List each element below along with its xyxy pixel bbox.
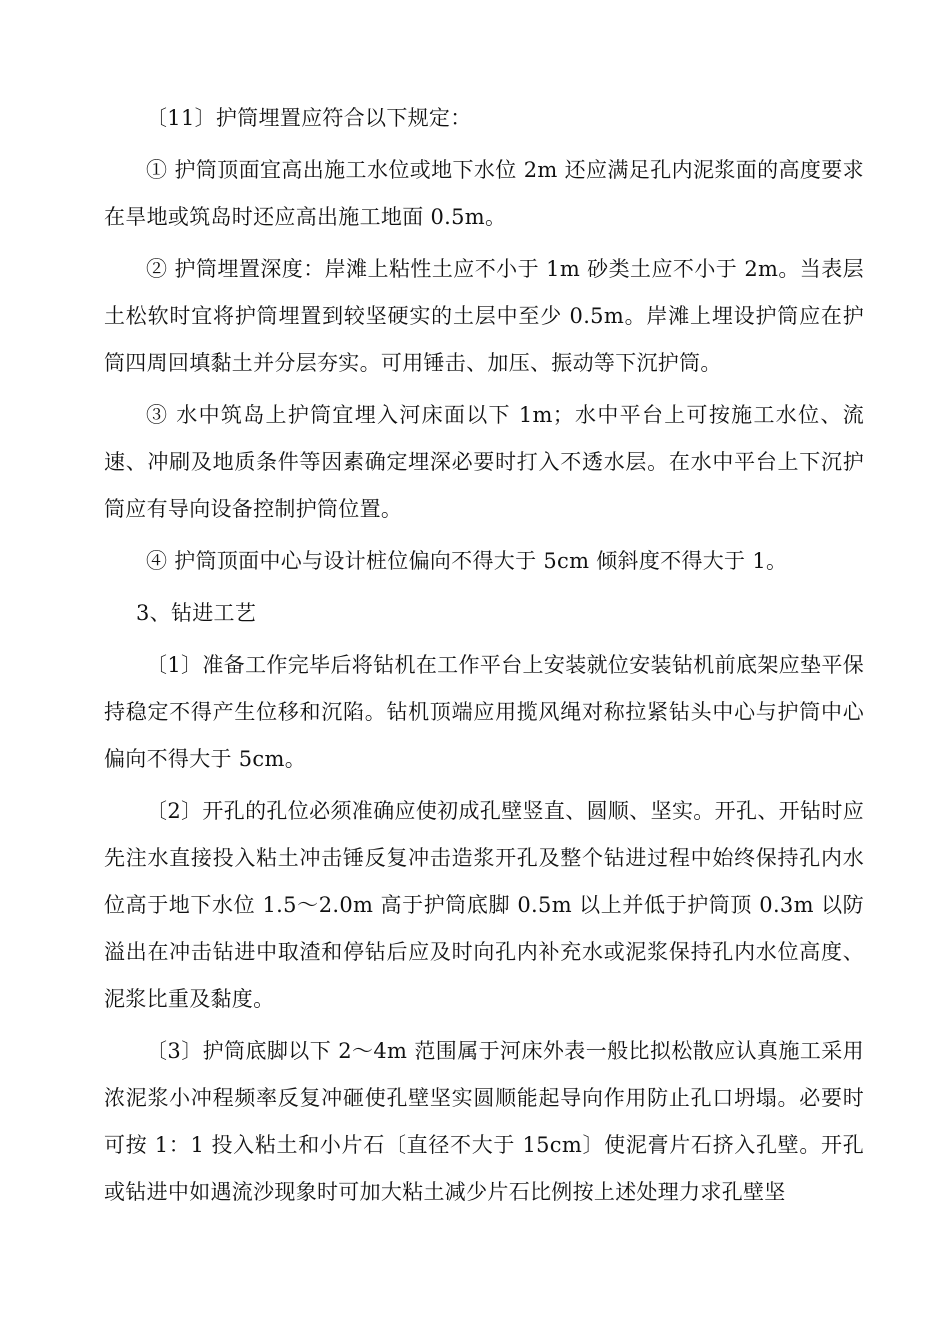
paragraph-rule-4: ④ 护筒顶面中心与设计桩位偏向不得大于 5cm 倾斜度不得大于 1。 (146, 549, 788, 573)
paragraph-rule-1: ① 护筒顶面宜高出施工水位或地下水位 2m 还应满足孔内泥浆面的高度要求在旱地或筑岛时还应高出施工地面 0.5m。 (104, 158, 864, 229)
section-heading-drilling-process: 3、钻进工艺 (136, 601, 257, 625)
paragraph-casing-rules: 〔11〕护筒埋置应符合以下规定： (146, 106, 472, 130)
paragraph-step-2: 〔2〕开孔的孔位必须准确应使初成孔壁竖直、圆顺、坚实。开孔、开钻时应先注水直接投入粘土冲击锤反复冲击造浆开孔及整个钻进过程中始终保持孔内水位高于地下水位 1.5～2.0m 高于护筒底脚 0.5m 以上并低于护筒顶 0.3m 以防溢出在冲击钻进中取渣和停钻后应及时向孔内补充水或泥浆保持孔内水位高度、泥浆比重及黏度。 (104, 799, 864, 1011)
paragraph-step-3: 〔3〕护筒底脚以下 2～4m 范围属于河床外表一般比拟松散应认真施工采用浓泥浆小冲程频率反复冲砸使孔壁坚实圆顺能起导向作用防止孔口坍塌。必要时可按 1：1 投入粘土和小片石〔直径不大于 15cm〕使泥膏片石挤入孔壁。开孔或钻进中如遇流沙现象时可加大粘土减少片石比例按上述处理力求孔壁坚 (104, 1039, 864, 1204)
paragraph-rule-3: ③ 水中筑岛上护筒宜埋入河床面以下 1m；水中平台上可按施工水位、流速、冲刷及地质条件等因素确定埋深必要时打入不透水层。在水中平台上下沉护筒应有导向设备控制护筒位置。 (104, 403, 864, 521)
paragraph-rule-2: ② 护筒埋置深度：岸滩上粘性土应不小于 1m 砂类土应不小于 2m。当表层土松软时宜将护筒埋置到较坚硬实的土层中至少 0.5m。岸滩上埋设护筒应在护筒四周回填黏土并分层夯实。可用锤击、加压、振动等下沉护筒。 (104, 257, 864, 375)
paragraph-step-1: 〔1〕准备工作完毕后将钻机在工作平台上安装就位安装钻机前底架应垫平保持稳定不得产生位移和沉陷。钻机顶端应用揽风绳对称拉紧钻头中心与护筒中心偏向不得大于 5cm。 (104, 653, 864, 771)
document-body (104, 95, 864, 1221)
